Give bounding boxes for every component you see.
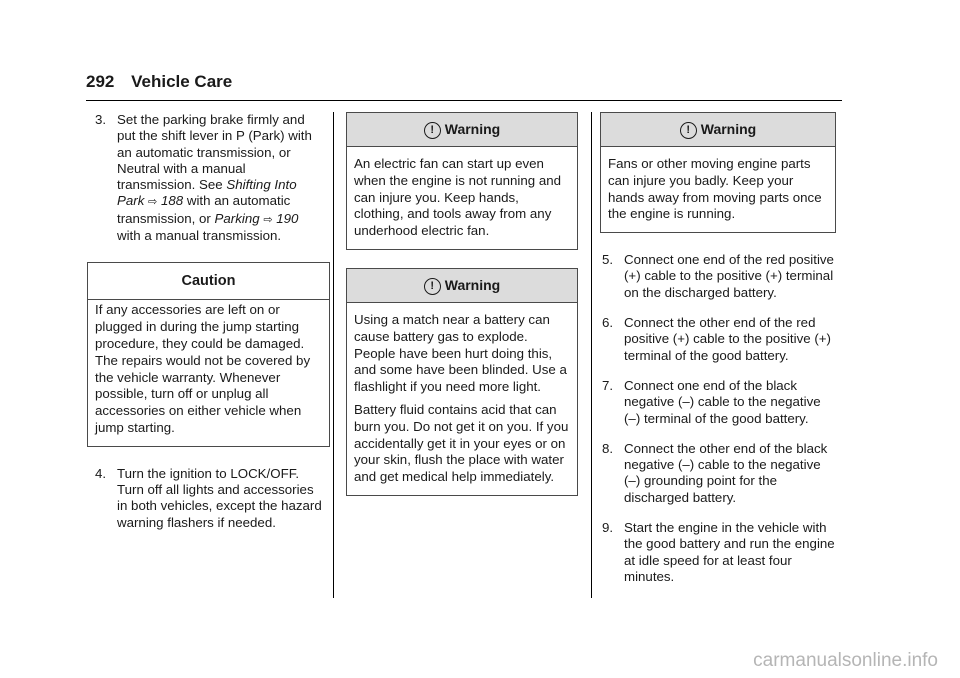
page-ref-arrow-icon: ⇨ — [148, 196, 158, 209]
step-number: 9. — [602, 520, 614, 536]
step-text: Connect one end of the black negative (–) cable to the negative (–) terminal of the good battery. — [624, 377, 821, 426]
column-divider — [333, 112, 334, 598]
step-8 — [602, 441, 840, 506]
step-number: 3. — [95, 112, 107, 127]
warning-title: Warning — [700, 121, 757, 137]
step-6 — [602, 315, 840, 364]
step-number: 8. — [602, 440, 614, 456]
warning-icon: ! — [424, 278, 441, 295]
warning-text: Using a match near a battery can cause battery gas to explode. People have been hurt doing this, and some have been blinded. Use a flashlight if you need more light. — [354, 311, 567, 395]
caution-box — [87, 262, 330, 446]
warning-header — [347, 113, 577, 147]
warning-icon: ! — [680, 122, 697, 139]
caution-text: If any accessories are left on or plugged in during the jump starting procedure, they could be damaged. The repairs would not be covered by the vehicle warranty. Whenever possible, turn off or unplug all accessories on either vehicle when jump starting. — [95, 302, 311, 435]
step-text-part: Set the parking brake firmly and put the shift lever in P (Park) with an automatic transmission, or Neutral with a manual transmission. See — [117, 112, 312, 193]
step-text: Connect the other end of the red positive (+) cable to the positive (+) terminal of the good battery. — [624, 315, 831, 363]
step-text-part: with an automatic transmission, or — [117, 193, 291, 226]
column-3 — [602, 112, 840, 599]
warning-text: Battery fluid contains acid that can burn you. Do not get it on you. If you accidentally get it in your eyes or on your skin, flush the place with water and get medical help immediately. — [354, 401, 569, 485]
column-2 — [346, 112, 578, 496]
warning-box-moving-parts — [600, 112, 836, 233]
warning-text: An electric fan can start up even when the engine is not running and can injure you. Keep hands, clothing, and tools away from any underhood electric fan. — [354, 156, 561, 239]
step-text — [117, 112, 322, 244]
section-title: Vehicle Care — [131, 72, 233, 91]
warning-header — [347, 269, 577, 303]
step-text: Connect one end of the red positive (+) cable to the positive (+) terminal on the discharged battery. — [624, 252, 834, 300]
step-text: Start the engine in the vehicle with the good battery and run the engine at idle speed for at least four minutes. — [624, 520, 835, 584]
warning-body — [347, 303, 577, 495]
page-number: 292 — [86, 72, 115, 91]
column-divider — [591, 112, 592, 598]
reference-page: 190 — [276, 210, 299, 226]
step-9 — [602, 520, 840, 585]
header-rule — [86, 100, 842, 101]
step-3 — [95, 112, 322, 244]
caution-body — [88, 300, 329, 445]
step-number: 6. — [602, 315, 614, 331]
reference-page: 188 — [160, 193, 184, 209]
warning-icon: ! — [424, 122, 441, 139]
warning-title: Warning — [444, 121, 501, 137]
column-1 — [95, 112, 322, 545]
step-text: Connect the other end of the black negative (–) cable to the negative (–) grounding point for the discharged battery. — [624, 440, 828, 505]
step-text-part: with a manual transmission. — [117, 228, 282, 244]
warning-title: Warning — [444, 276, 501, 293]
page-header — [86, 72, 232, 92]
step-number: 5. — [602, 252, 614, 268]
watermark: carmanualsonline.info — [753, 650, 938, 671]
warning-body — [347, 147, 577, 249]
warning-box-electric-fan — [346, 112, 578, 250]
warning-header — [601, 113, 835, 147]
caution-title: Caution — [88, 263, 329, 300]
page-ref-arrow-icon: ⇨ — [263, 213, 273, 226]
steps-list — [602, 252, 840, 585]
warning-body — [601, 147, 835, 232]
step-7 — [602, 378, 840, 427]
step-4 — [95, 466, 322, 531]
step-number: 4. — [95, 465, 107, 481]
cross-reference-parking[interactable] — [215, 211, 299, 226]
step-text: Turn the ignition to LOCK/OFF. Turn off all lights and accessories in both vehicles, except the hazard warning flashers if needed. — [117, 465, 322, 530]
warning-box-battery — [346, 268, 578, 496]
warning-text: Fans or other moving engine parts can injure you badly. Keep your hands away from moving parts once the engine is running. — [608, 156, 822, 222]
step-number: 7. — [602, 377, 614, 393]
step-5 — [602, 252, 840, 301]
reference-title: Shifting Into Park — [117, 177, 297, 209]
reference-title: Parking — [214, 210, 260, 226]
